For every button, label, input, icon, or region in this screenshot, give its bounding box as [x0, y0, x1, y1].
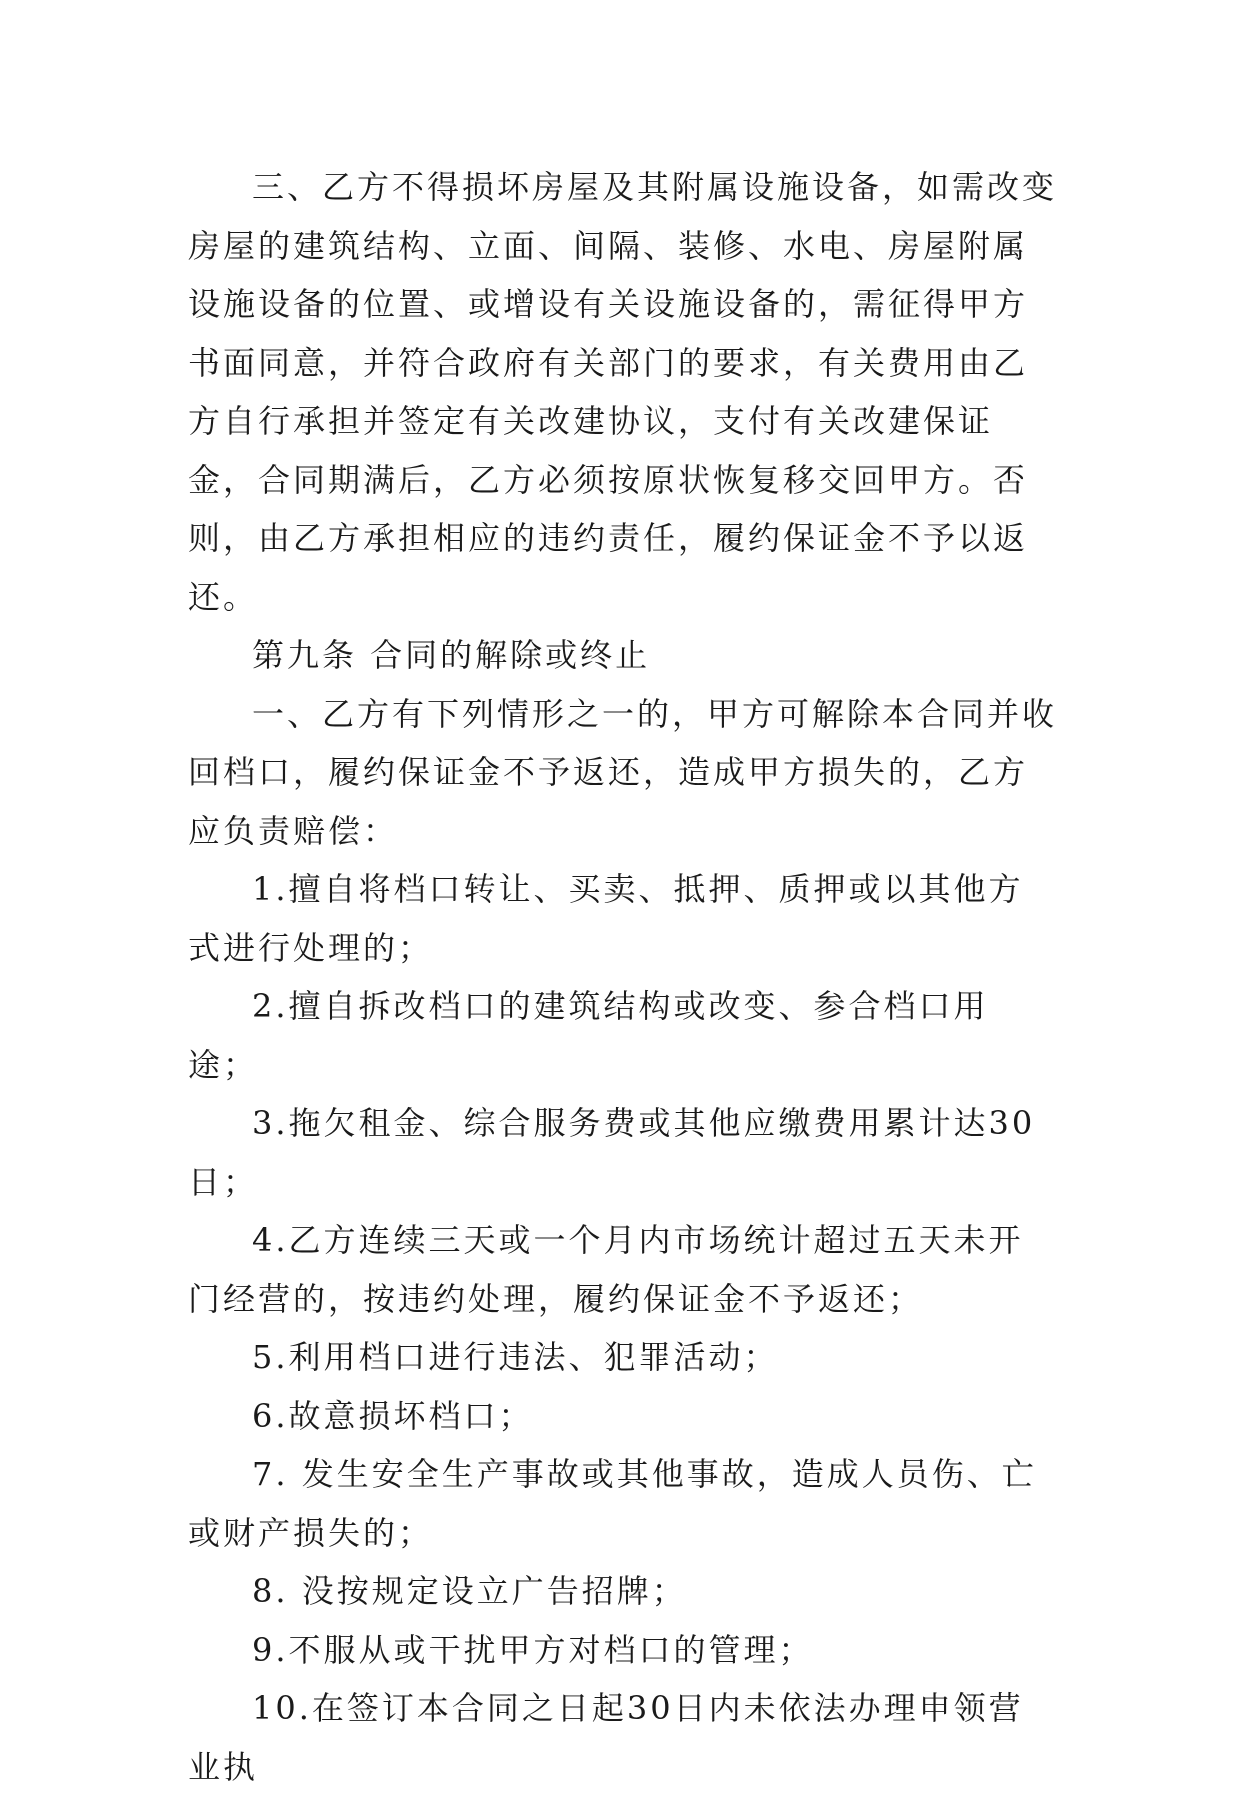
document-body: [188, 158, 1058, 1796]
list-item-9: 9.不服从或干扰甲方对档口的管理；: [252, 1630, 814, 1669]
list-item-10: 10.在签订本合同之日起30日内未依法办理申领营业执: [188, 1689, 1024, 1786]
paragraph-clause-3: 三、乙方不得损坏房屋及其附属设施设备，如需改变房屋的建筑结构、立面、间隔、装修、水电、房屋附属设施设备的位置、或增设有关设施设备的，需征得甲方书面同意，并符合政府有关部门的要求，有关费用由乙方自行承担并签定有关改建协议，支付有关改建保证金，合同期满后，乙方必须按原状恢复移交回甲方。否则，由乙方承担相应的违约责任，履约保证金不予以返还。: [188, 168, 1058, 616]
list-item-6: 6.故意损坏档口；: [252, 1396, 534, 1435]
list-item-4: 4.乙方连续三天或一个月内市场统计超过五天未开门经营的，按违约处理，履约保证金不予返还；: [188, 1221, 1024, 1318]
paragraph-clause-1: 一、乙方有下列情形之一的，甲方可解除本合同并收回档口，履约保证金不予返还，造成甲方损失的，乙方应负责赔偿：: [188, 694, 1058, 850]
list-item-1: 1.擅自将档口转让、买卖、抵押、质押或以其他方式进行处理的；: [188, 870, 1024, 967]
list-item-7: 7. 发生安全生产事故或其他事故，造成人员伤、亡或财产损失的；: [188, 1455, 1037, 1552]
list-item-3: 3.拖欠租金、综合服务费或其他应缴费用累计达30日；: [188, 1104, 1036, 1201]
list-item-8: 8. 没按规定设立广告招牌；: [252, 1572, 687, 1610]
article-9-title: 第九条 合同的解除或终止: [252, 636, 651, 674]
list-item-5: 5.利用档口进行违法、犯罪活动；: [252, 1338, 779, 1376]
list-item-2: 2.擅自拆改档口的建筑结构或改变、参合档口用途；: [188, 987, 989, 1084]
